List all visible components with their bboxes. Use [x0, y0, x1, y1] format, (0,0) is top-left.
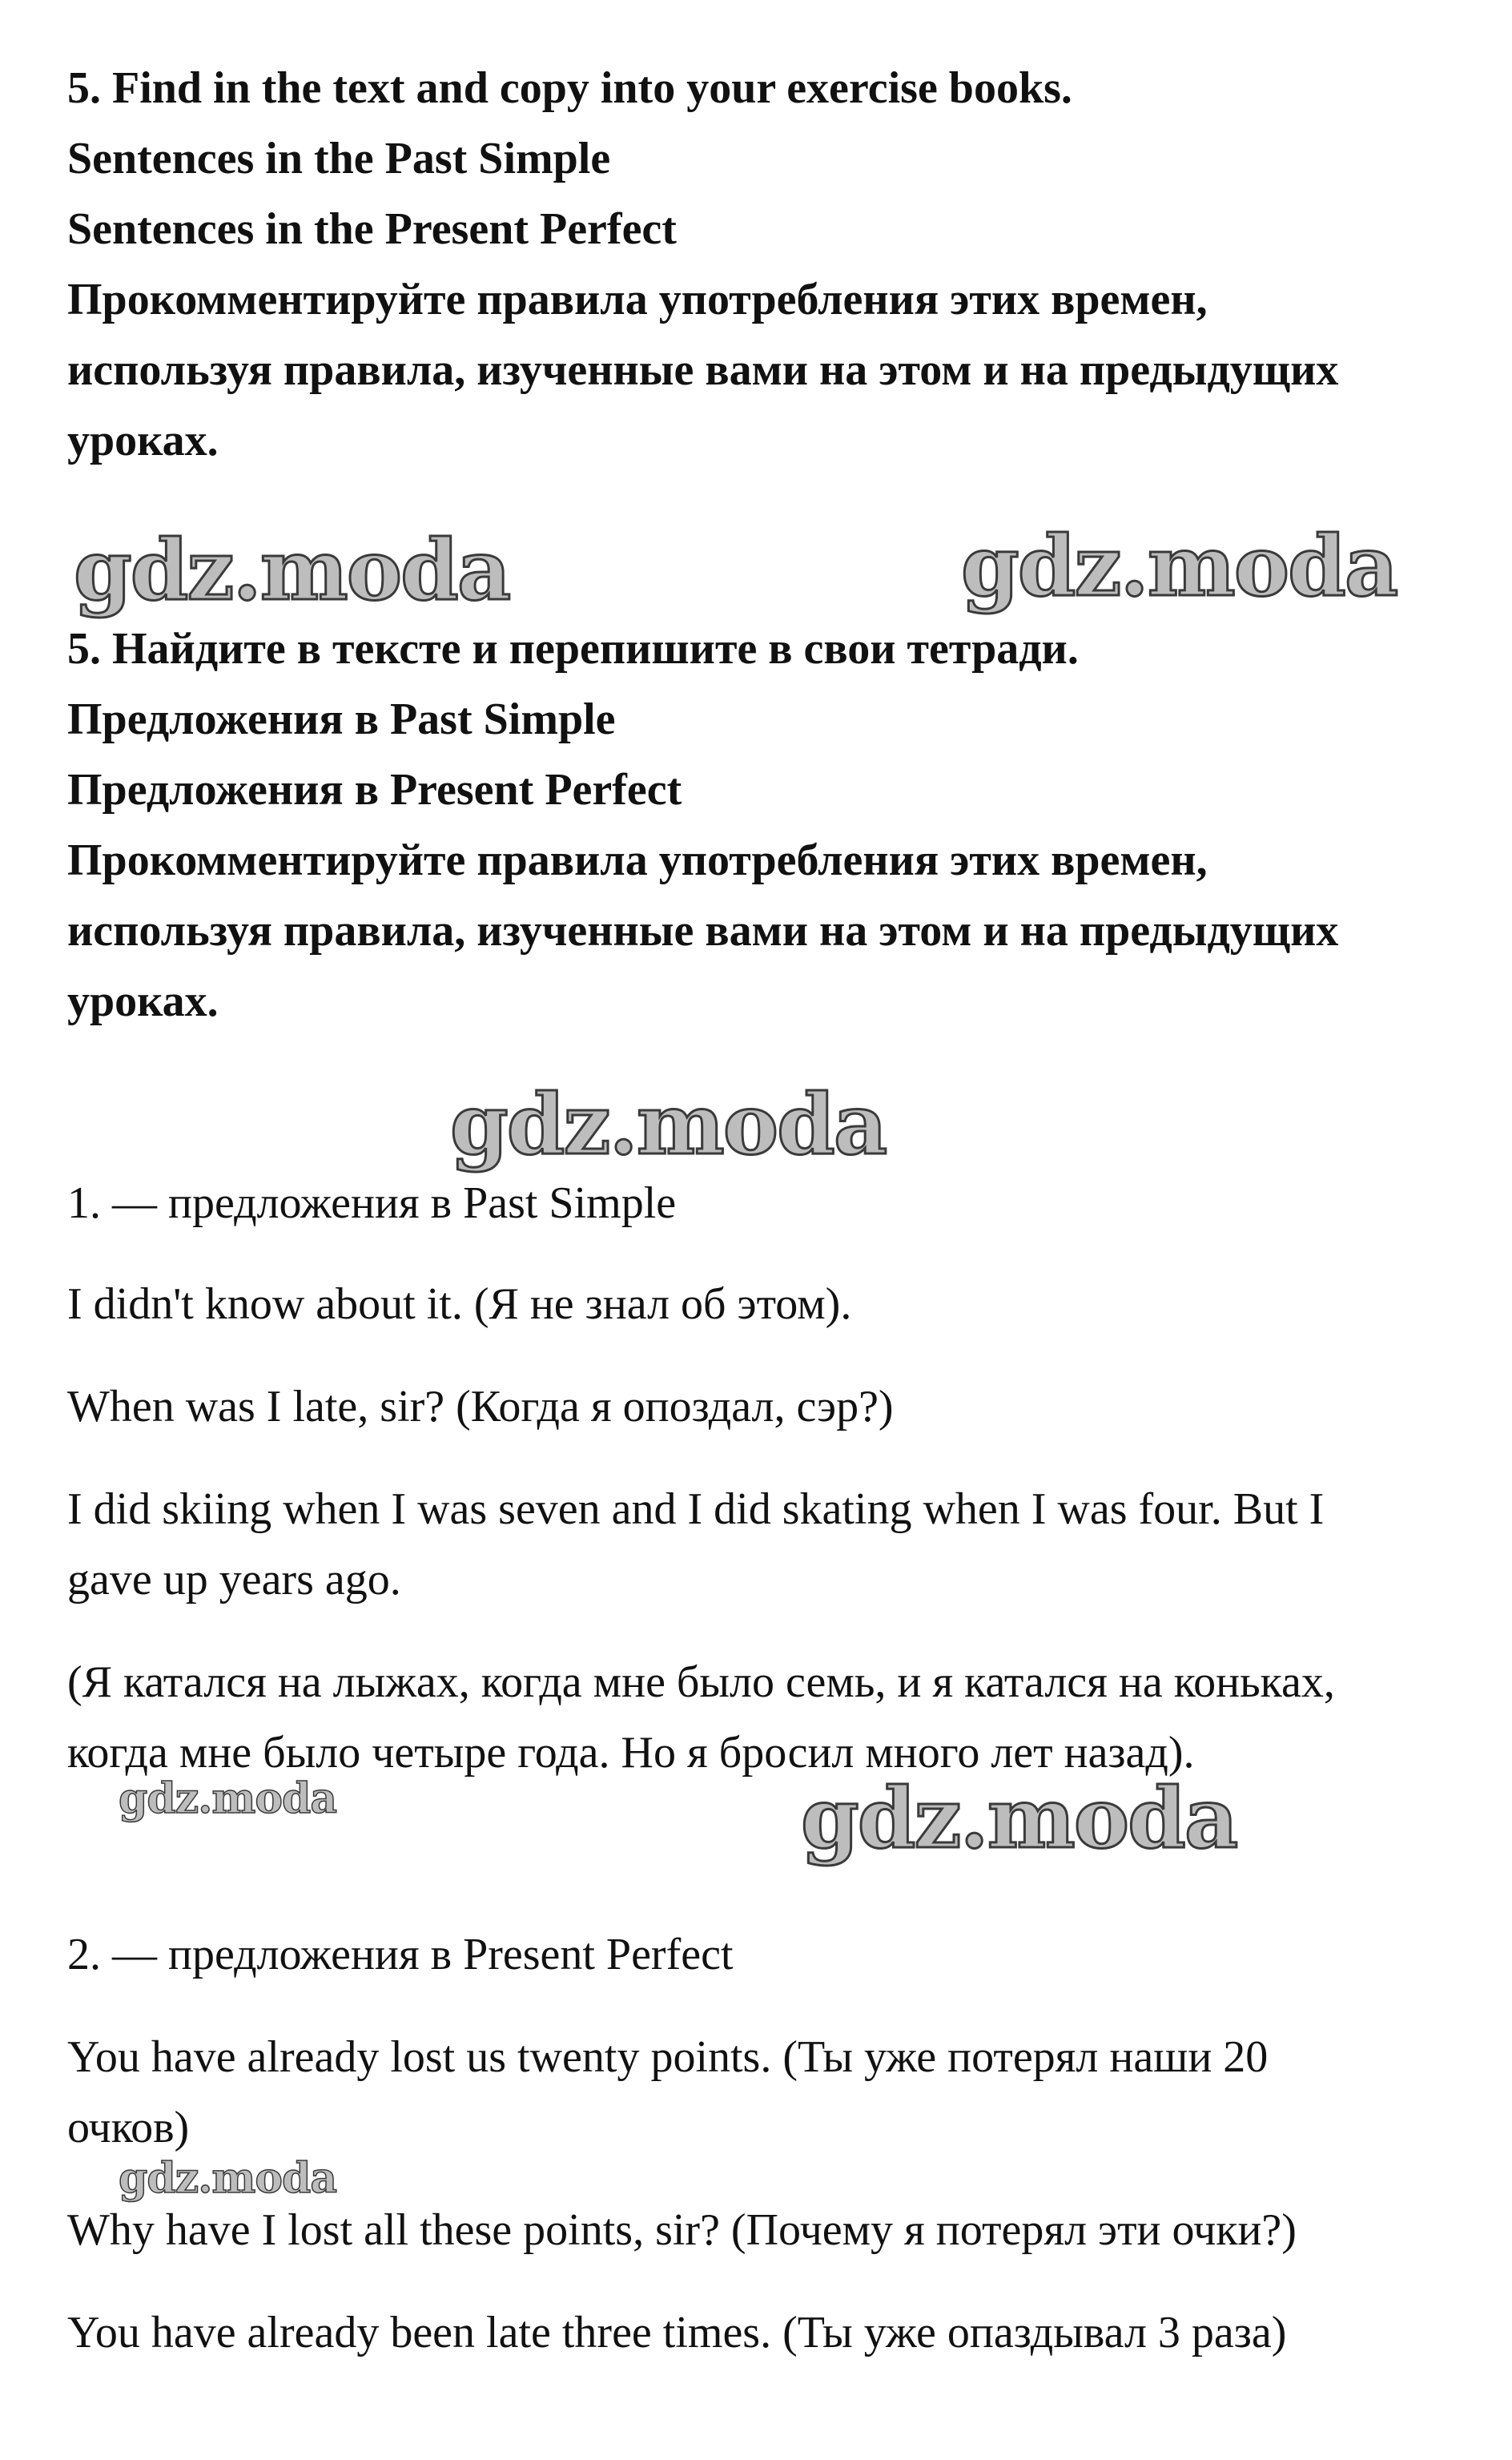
- task-comment-line-2-ru: используя правила, изученные вами на этом и на предыдущих: [67, 906, 1339, 956]
- task-comment-line-3: уроках.: [67, 416, 219, 465]
- watermark: gdz.moda: [74, 521, 510, 619]
- task-heading-ru: 5. Найдите в тексте и перепишите в свои тетради.: [67, 624, 1079, 674]
- task-comment-line-1-ru: Прокомментируйте правила употребления этих времен,: [67, 835, 1208, 885]
- answer-sentence: gave up years ago.: [67, 1555, 401, 1604]
- watermark: gdz.moda: [450, 1075, 887, 1174]
- answer-sentence: очков): [67, 2103, 190, 2152]
- answer-sentence: I didn't know about it. (Я не знал об этом).: [67, 1279, 852, 1329]
- task-line-past-simple-ru: Предложения в Past Simple: [67, 695, 616, 744]
- answer-sentence: You have already lost us twenty points. (Ты уже потерял наши 20: [67, 2032, 1269, 2082]
- task-comment-line-1: Прокомментируйте правила употребления этих времен,: [67, 275, 1208, 324]
- answer-sentence: I did skiing when I was seven and I did skating when I was four. But I: [67, 1484, 1325, 1534]
- task-line-past-simple-en: Sentences in the Past Simple: [67, 134, 611, 183]
- section-2-title: 2. — предложения в Present Perfect: [67, 1930, 734, 1979]
- watermark: gdz.moda: [119, 1774, 337, 1823]
- task-comment-line-2: используя правила, изученные вами на этом и на предыдущих: [67, 345, 1339, 395]
- watermark: gdz.moda: [801, 1769, 1237, 1867]
- task-heading-en: 5. Find in the text and copy into your exercise books.: [67, 63, 1072, 113]
- answer-sentence: Why have I lost all these points, sir? (Почему я потерял эти очки?): [67, 2205, 1297, 2255]
- section-1-title: 1. — предложения в Past Simple: [67, 1178, 677, 1228]
- answer-translation: когда мне было четыре года. Но я бросил много лет назад).: [67, 1728, 1195, 1778]
- task-comment-line-3-ru: уроках.: [67, 976, 219, 1026]
- task-line-present-perfect-ru: Предложения в Present Perfect: [67, 765, 682, 815]
- watermark: gdz.moda: [961, 517, 1397, 615]
- watermark: gdz.moda: [119, 2154, 337, 2203]
- answer-sentence: When was I late, sir? (Когда я опоздал, сэр?): [67, 1382, 894, 1431]
- answer-sentence: You have already been late three times. (Ты уже опаздывал 3 раза): [67, 2308, 1287, 2357]
- task-line-present-perfect-en: Sentences in the Present Perfect: [67, 204, 677, 254]
- answer-translation: (Я катался на лыжах, когда мне было семь, и я катался на коньках,: [67, 1657, 1335, 1707]
